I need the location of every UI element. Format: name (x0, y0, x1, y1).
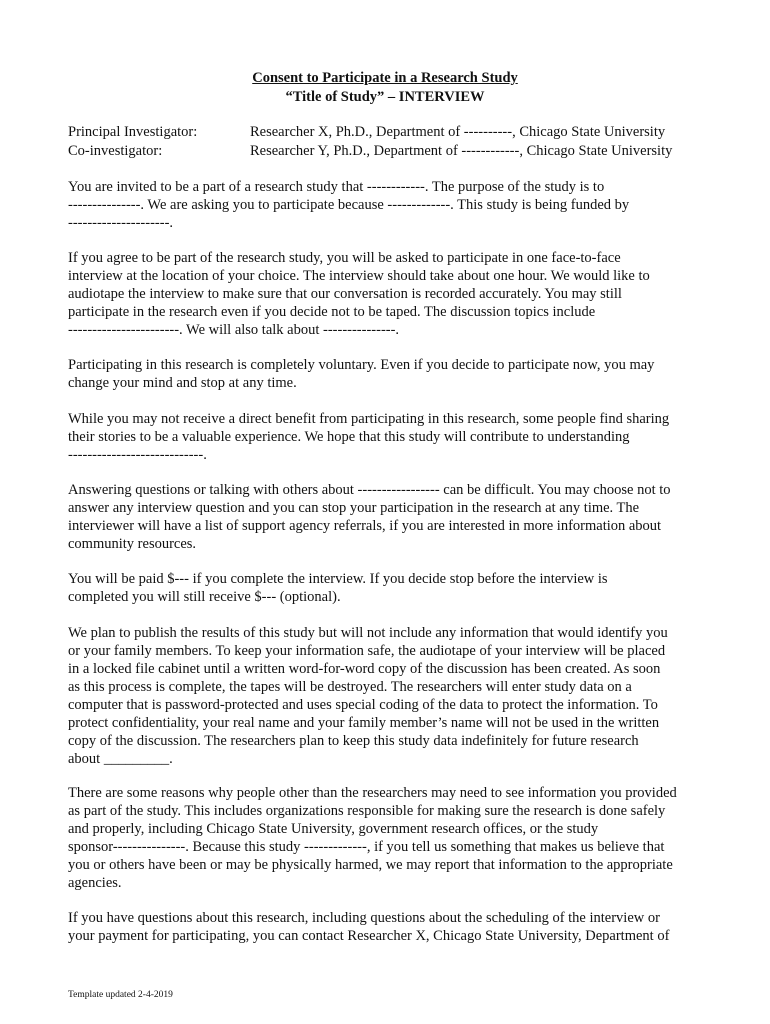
line: change your mind and stop at any time. (68, 375, 297, 391)
paragraph-payment (68, 570, 708, 606)
pi-value: Researcher X, Ph.D., Department of ----------, Chicago State University (250, 124, 666, 140)
line: as this process is complete, the tapes will be destroyed. The researchers will enter study data on a (68, 679, 632, 695)
study-title: “Title of Study” – INTERVIEW (285, 89, 485, 105)
line: computer that is password-protected and uses special coding of the data to protect the information. To (68, 697, 658, 713)
line: about _________. (68, 751, 173, 767)
line: You will be paid $--- if you complete the interview. If you decide stop before the interview is (68, 571, 608, 587)
line: and properly, including Chicago State University, government research offices, or the study (68, 821, 599, 837)
line: answer any interview question and you can stop your participation in the research at any time. The (68, 500, 640, 516)
line: participate in the research even if you decide not to be taped. The discussion topics include (68, 304, 596, 320)
co-value: Researcher Y, Ph.D., Department of ------------, Chicago State University (250, 143, 673, 159)
line: -----------------------. We will also talk about ---------------. (68, 322, 400, 338)
line: You are invited to be a part of a research study that ------------. The purpose of the study is to (68, 179, 605, 195)
line: protect confidentiality, your real name and your family member’s name will not be used in the written (68, 715, 660, 731)
line: in a locked file cabinet until a written word-for-word copy of the discussion has been created. As soon (68, 661, 661, 677)
line: Participating in this research is completely voluntary. Even if you decide to participate now, you may (68, 357, 655, 373)
paragraph-benefits (68, 410, 708, 464)
template-footer: Template updated 2-4-2019 (68, 990, 173, 1000)
line: you or others have been or may be physically harmed, we may report that information to the appropriate (68, 857, 673, 873)
line: interviewer will have a list of support agency referrals, if you are interested in more information about (68, 518, 662, 534)
paragraph-contact (68, 909, 708, 945)
line: If you agree to be part of the research study, you will be asked to participate in one face-to-face (68, 250, 621, 266)
line: audiotape the interview to make sure that our conversation is recorded accurately. You may still (68, 286, 622, 302)
line: interview at the location of your choice. The interview should take about one hour. We would like to (68, 268, 650, 284)
line: There are some reasons why people other than the researchers may need to see information you provided (68, 785, 677, 801)
line: agencies. (68, 875, 122, 891)
document-title: Consent to Participate in a Research Study (252, 70, 518, 86)
line: ----------------------------. (68, 447, 207, 463)
line: While you may not receive a direct benefit from participating in this research, some people find sharing (68, 411, 670, 427)
line: ---------------------. (68, 215, 174, 231)
line: your payment for participating, you can contact Researcher X, Chicago State University, Department of (68, 928, 670, 944)
pi-label: Principal Investigator: (68, 124, 198, 140)
paragraph-procedures (68, 249, 708, 339)
line: completed you will still receive $--- (optional). (68, 589, 341, 605)
line: or your family members. To keep your information safe, the audiotape of your interview will be placed (68, 643, 666, 659)
line: copy of the discussion. The researchers plan to keep this study data indefinitely for future research (68, 733, 639, 749)
line: sponsor---------------. Because this study -------------, if you tell us something that makes us believe that (68, 839, 665, 855)
line: community resources. (68, 536, 197, 552)
co-label: Co-investigator: (68, 143, 163, 159)
line: their stories to be a valuable experience. We hope that this study will contribute to understanding (68, 429, 630, 445)
principal-investigator-row (68, 124, 665, 141)
line: If you have questions about this research, including questions about the scheduling of the interview or (68, 910, 660, 926)
line: as part of the study. This includes organizations responsible for making sure the research is done safely (68, 803, 666, 819)
line: Answering questions or talking with others about ----------------- can be difficult. You may choose not to (68, 482, 671, 498)
line: ---------------. We are asking you to participate because -------------. This study is being funded by (68, 197, 630, 213)
paragraph-voluntary (68, 356, 708, 392)
paragraph-risks (68, 481, 708, 553)
paragraph-disclosure (68, 784, 708, 892)
co-investigator-row (68, 143, 672, 160)
paragraph-confidentiality (68, 624, 708, 768)
line: We plan to publish the results of this study but will not include any information that would identify you (68, 625, 668, 641)
paragraph-invitation (68, 178, 708, 232)
